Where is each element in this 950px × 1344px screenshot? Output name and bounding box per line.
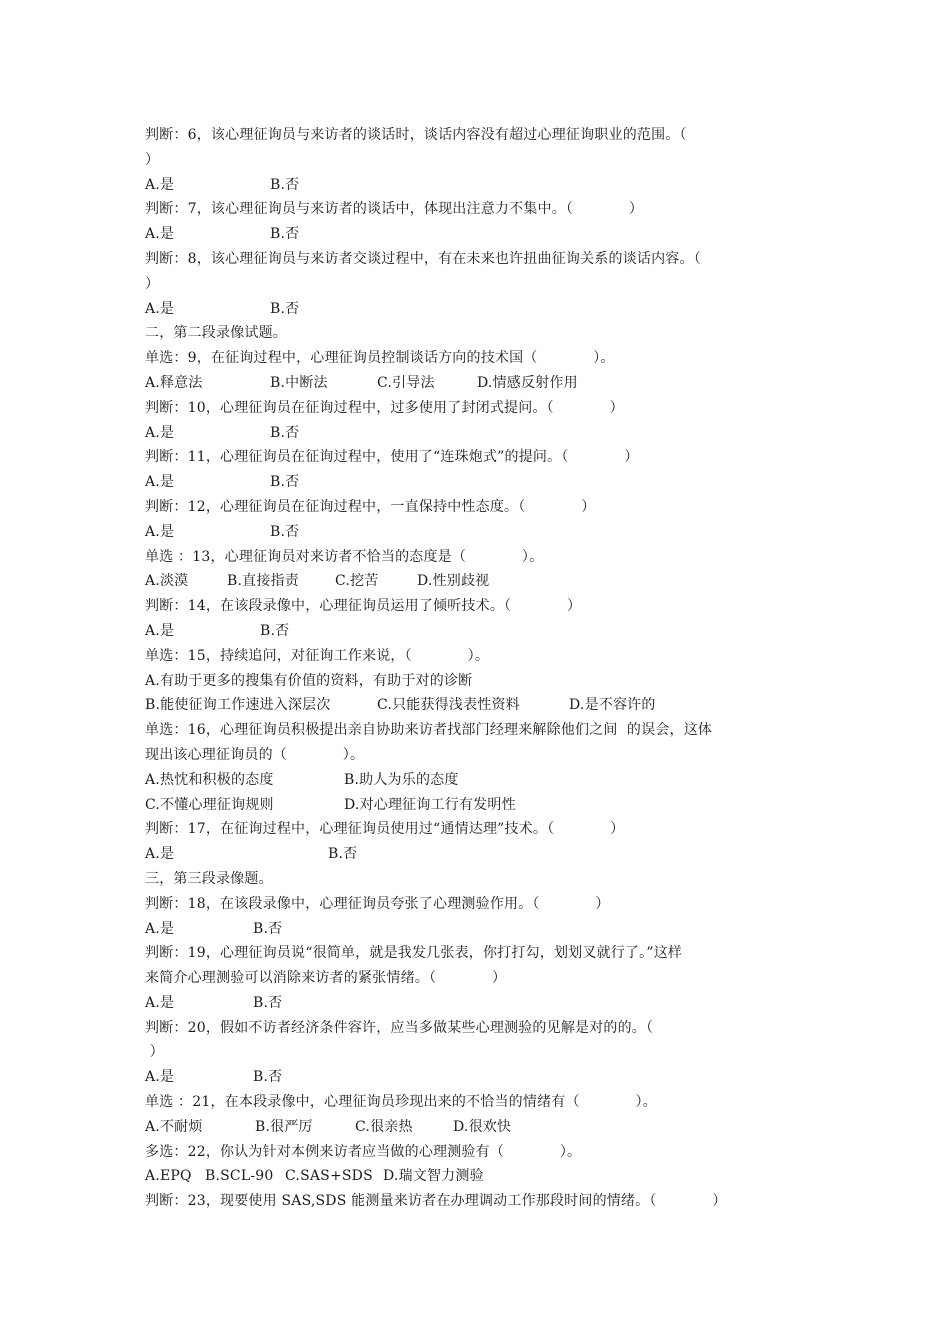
answer-option: A.是 [145, 226, 175, 243]
answer-options [145, 371, 810, 396]
answer-option: A.是 [145, 424, 175, 441]
answer-option: A.是 [145, 176, 175, 193]
answer-option: A.是 [145, 523, 175, 540]
text-line: 判断：7，该心理征询员与来访者的谈话中，体现出注意力不集中。（ ） [145, 201, 644, 218]
answer-options [145, 520, 810, 545]
answer-options [145, 1065, 810, 1090]
text-line: 判断：11，心理征询员在征询过程中，使用了“连珠炮式”的提问。（ ） [145, 449, 639, 466]
text-line: A.有助于更多的搜集有价值的资料，有助于对的诊断 [145, 672, 473, 689]
answer-option: A.不耐烦 [145, 1118, 203, 1135]
answer-option: B.否 [253, 994, 283, 1011]
text-line: 判断：10，心理征询员在征询过程中，过多使用了封闭式提问。（ ） [145, 399, 624, 416]
answer-option: A.释意法 [145, 374, 203, 391]
text-line: 判断：18，在该段录像中，心理征询员夸张了心理测验作用。（ ） [145, 895, 610, 912]
text-line: ） [145, 1044, 164, 1061]
answer-option: A.热忱和积极的态度 [145, 771, 274, 788]
answer-option: A.是 [145, 920, 175, 937]
text-line: 现出该心理征询员的（ ）。 [145, 746, 365, 763]
answer-option: A.是 [145, 300, 175, 317]
text-line: 多选：22，你认为针对本例来访者应当做的心理测验有（ ）。 [145, 1143, 582, 1160]
answer-option: B.助人为乐的态度 [344, 771, 459, 788]
answer-options [145, 421, 810, 446]
answer-option: A.是 [145, 474, 175, 491]
text-line: ） [145, 151, 160, 168]
answer-option: D.对心理征询工行有发明性 [344, 796, 516, 813]
answer-option: B.否 [270, 523, 300, 540]
text-line: 判断：23，现要使用 SAS,SDS 能测量来访者在办理调动工作那段时间的情绪。（ ） [145, 1193, 727, 1210]
answer-option: C.引导法 [377, 374, 435, 391]
text-line: 判断：20，假如不访者经济条件容许，应当多做某些心理测验的见解是对的的。（ [145, 1019, 654, 1036]
text-line: 二，第二段录像试题。 [145, 325, 287, 342]
answer-option: B.很严厉 [255, 1118, 313, 1135]
answer-options [145, 917, 810, 942]
text-line: 判断：14，在该段录像中，心理征询员运用了倾听技术。（ ） [145, 598, 582, 615]
answer-option: D.很欢快 [453, 1118, 512, 1135]
answer-option: B.否 [328, 846, 358, 863]
answer-option: B.否 [270, 424, 300, 441]
answer-option: B.能使征询工作速进入深层次 [145, 697, 331, 714]
answer-option: A.EPQ [145, 1168, 192, 1185]
text-line: 判断：19，心理征询员说“很简单，就是我发几张表，你打打勾，划划叉就行了。”这样 [145, 945, 683, 962]
answer-option: D.情感反射作用 [477, 374, 578, 391]
answer-option: B.否 [270, 176, 300, 193]
answer-option: A.是 [145, 622, 175, 639]
answer-options [145, 991, 810, 1016]
answer-option: B.否 [270, 226, 300, 243]
text-line: 单选：16，心理征询员积极提出亲自协助来访者找部门经理来解除他们之间 的误会，这体 [145, 722, 713, 739]
answer-option: A.是 [145, 994, 175, 1011]
answer-option: D.瑞文智力测验 [383, 1168, 484, 1185]
answer-options [145, 222, 810, 247]
text-line: 判断：12，心理征询员在征询过程中，一直保持中性态度。（ ） [145, 498, 596, 515]
answer-option: D.是不容许的 [569, 697, 656, 714]
answer-options [145, 173, 810, 198]
answer-option: C.只能获得浅表性资料 [377, 697, 520, 714]
answer-options [145, 693, 810, 718]
answer-option: B.否 [253, 920, 283, 937]
answer-option: A.是 [145, 1069, 175, 1086]
answer-option: B.SCL-90 [205, 1168, 274, 1185]
text-line: 来简介心理测验可以消除来访者的紧张情绪。（ ） [145, 970, 507, 987]
text-line: 单选：15，持续追问，对征询工作来说，（ ）。 [145, 647, 490, 664]
answer-option: B.否 [270, 474, 300, 491]
answer-option: A.是 [145, 846, 175, 863]
answer-option: A.淡漠 [145, 573, 189, 590]
answer-options [145, 619, 810, 644]
answer-options [145, 297, 810, 322]
answer-options [145, 470, 810, 495]
answer-option: D.性别歧视 [417, 573, 490, 590]
answer-option: B.否 [253, 1069, 283, 1086]
text-line: 三，第三段录像题。 [145, 870, 273, 887]
answer-options [145, 1115, 810, 1140]
answer-option: C.很亲热 [355, 1118, 413, 1135]
answer-option: C.SAS+SDS [285, 1168, 373, 1185]
answer-option: B.否 [260, 622, 290, 639]
text-line: 判断：6，该心理征询员与来访者的谈话时，谈话内容没有超过心理征询职业的范围。（ [145, 127, 687, 143]
answer-option: C.挖苦 [335, 573, 379, 590]
document-page [145, 123, 810, 1214]
answer-options [145, 842, 810, 867]
answer-options [145, 793, 810, 818]
answer-options [145, 569, 810, 594]
answer-option: B.中断法 [270, 374, 328, 391]
answer-option: B.直接指责 [227, 573, 299, 590]
text-line: ） [145, 275, 160, 292]
answer-option: B.否 [270, 300, 300, 317]
text-line: 单选 ：21，在本段录像中，心理征询员珍现出来的不恰当的情绪有（ ）。 [145, 1094, 657, 1111]
answer-option: C.不懂心理征询规则 [145, 796, 274, 813]
text-line: 判断：17，在征询过程中，心理征询员使用过“通情达理”技术。（ ） [145, 821, 625, 838]
answer-options [145, 1164, 810, 1189]
text-line: 单选 ：13，心理征询员对来访者不恰当的态度是（ ）。 [145, 548, 544, 565]
text-line: 单选：9，在征询过程中，心理征询员控制谈话方向的技术国（ ）。 [145, 350, 615, 367]
text-line: 判断：8，该心理征询员与来访者交谈过程中，有在未来也许扭曲征询关系的谈话内容。（ [145, 250, 701, 267]
answer-options [145, 768, 810, 793]
